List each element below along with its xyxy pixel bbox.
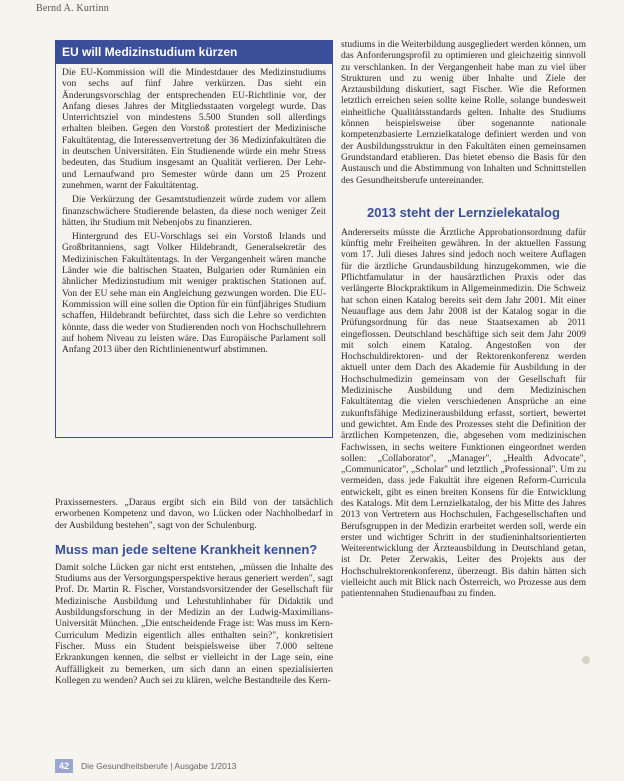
running-head: Bernd A. Kurtinn bbox=[36, 3, 109, 14]
left-article-continuation bbox=[55, 498, 333, 687]
info-box-paragraph: Die Verkürzung der Gesamtstudienzeit würde zudem vor allem finanzschwächere Studierende belasten, da diese noch weniger Zeit hätten, ihr Studium mit Nebenjobs zu finanzieren. bbox=[62, 195, 326, 228]
page-edge-marker bbox=[582, 656, 590, 664]
publication-title: Die Gesundheitsberufe | Ausgabe 1/2013 bbox=[81, 761, 237, 771]
body-paragraph: studiums in die Weiterbildung ausgegliedert werden können, um das Anforderungsprofil zu optimieren und gleichzeitig sinnvoll zu verschlanken. In der Vergangenheit habe man zu viel über Strukturen und zu wenig über Inhalte und Ziele der Arztausbildung diskutiert, sagt Fischer. Wie die Reformen letztlich erreichen seien sollte keine Rolle, solange bundesweit einheitliche Qualitätsstandards gelten. Inhalte des Studiums können beispielsweise über sogenannte nationale kompetenzbasierte Lernzielkataloge definiert werden und von der Ausbildungsstruktur in den Fakultäten einen gemeinsamen Grundstandard etablieren. Das bietet ebenso die Basis für den Austausch und die Abstimmung von Inhalten und Schnittstellen des Gesundheitsberufe untereinander. bbox=[341, 40, 586, 186]
section-heading: 2013 steht der Lernzielekatalog bbox=[367, 204, 560, 220]
info-box-title: EU will Medizinstudium kürzen bbox=[56, 41, 332, 64]
info-box bbox=[55, 40, 333, 438]
section-heading: Muss man jede seltene Krankheit kennen? bbox=[55, 541, 318, 557]
page-footer bbox=[55, 759, 236, 773]
body-paragraph: Damit solche Lücken gar nicht erst entstehen, „müssen die Inhalte des Studiums aus der Versorgungsperspektive heraus generiert werden", sagt Prof. Dr. Martin R. Fischer, Vorstandsvorsitzender der Gesellschaft für Medizinische Ausbildung und Lehrstuhlinhaber für Didaktik und Ausbildungsforschung in der Medizin an der Ludwig-Maximilians-Universität München. „Die entscheidende Frage ist: Was muss im Kern-Curriculum Medizin eigentlich alles enthalten sein?", konkretisiert Fischer. Muss ein Student beispielsweise über 7.000 seltene Erkrankungen kennen, die selbst er vielleicht in der Lage sein, eine Auffälligkeit zu bemerken, um sich dann an einen spezialisierten Kollegen zu wenden? Auch sei zu klären, welche Bestandteile des Kern- bbox=[55, 562, 333, 686]
info-box-body bbox=[56, 64, 332, 363]
body-paragraph: Praxissemesters. „Daraus ergibt sich ein Bild von der tatsächlich erworbenen Kompetenz und davon, wo Lücken oder Nachholbedarf in der Ausbildung bestehen", sagt von der Schulenburg. bbox=[55, 498, 333, 531]
left-column bbox=[55, 40, 333, 690]
right-column bbox=[341, 40, 586, 604]
page-number: 42 bbox=[55, 759, 73, 773]
info-box-paragraph: Die EU-Kommission will die Mindestdauer des Medizinstudiums von sechs auf fünf Jahre verkürzen. Das sieht ein Änderungsvorschlag der entsprechenden EU-Richtlinie vor, der Anfang dieses Jahres der Mitgliedsstaaten vorgelegt wurde. Das Unterrichtsziel von mindestens 5.500 Stunden soll allerdings erhalten bleiben. Gegen den Vorstoß protestiert der Medizinische Fakultätentag, die Interessenvertretung der 36 Medizinfakultäten die in deutschen Universitäten. Ein Studienende würde ein mehr Stress bedeuten, das Studium insgesamt an Qualität verlieren. Der Lehr- und Lernaufwand pro Semester würde dann um 25 Prozent zunehmen, warnt der Fakultätentag. bbox=[62, 68, 326, 191]
info-box-paragraph: Hintergrund des EU-Vorschlags sei ein Vorstoß Irlands und Großbritanniens, sagt Volker Hildebrandt, Generalsekretär des Medizinischen Fakultätentags. In der Vergangenheit wären manche Länder wie die baltischen Staaten, Bulgarien oder Rumänien ein ähnlicher Medizinstudium mit weniger praktischen Stationen auf. Von der EU sehe man ein Angleichung gezwungen worden. Die EU-Kommission will eine sollen die Option für ein fünfjähriges Studium schaffen, Hildebrandt befürchtet, dass sich die Lehre so verdichten könnte, dass die weder von Studierenden noch von Hochschullehrern auf hohem Niveau zu leisten wäre. Das Europäische Parlament soll Anfang 2013 über den Richtlinienentwurf abstimmen. bbox=[62, 232, 326, 356]
body-paragraph: Andererseits müsste die Ärztliche Approbationsordnung dafür künftig mehr Freiheiten gewähren. In der aktuellen Fassung vom 17. Juli dieses Jahres sind jedoch noch weitere Auflagen für die ärztliche Grundausbildung hinzugekommen, wie die Pflichtfamulatur in der hausärztlichen Praxis oder das verlängerte Blockpraktikum in Allgemeinmedizin. Die Schweiz hat schon einen Katalog bereits seit dem Jahr 2001. Mit einer Neuauflage aus dem Jahr 2008 ist der Katalog sogar in die Prüfungsordnung für das neue Staatsexamen ab 2011 eingeflossen. Deutschland beschäftige sich seit dem Jahr 2009 mit solch einem Katalog. Angestoßen von der Hochschuldirektoren- und der Rektorenkonferenz werden aktuell unter dem Dach des Akademie für Ausbildung in der Hochschulmedizin gemeinsam von der Gesellschaft für Medizinische Ausbildung und dem Medizinischen Fakultätentag die vielen verschiedenen Ansprüche an eine zukunftsfähige Medizinerausbildung erfasst, sortiert, bewertet und gewichtet. Am Ende des Prozesses steht die Definition der ärztlichen Kompetenzen, die, abgesehen vom medizinischen Fachwissen, in sechs weitere Funktionen eingeordnet werden sollen: „Collaborator", „Manager", „Health Advocate", „Communicator", „Scholar" und letztlich „Professional". Um zu vermeiden, dass jede Fakultät ihre eigenen Reform-Curricula entwickelt, gibt es einen breiten Konsens für die Entwicklung des Katalogs. Mit dem Lernzielkatalog, der bis Mitte des Jahres 2013 von Vertretern aus Hochschulen, Fachgesellschaften und Berufsgruppen in der Medizin erarbeitet werden soll, werde ein erster und wichtiger Schritt in der studieninhaltsorientierten Weiterentwicklung der Ärzteausbildung in Deutschland getan, ist Dr. Peter Zerwakis, Leiter des Projekts aus der Hochschulrektorenkonferenz, überzeugt. Bis dahin hätten sich vielleicht auch mit Blick nach Österreich, wo Prozesse aus dem patientennahen Studienaufbau zu finden. bbox=[341, 227, 586, 600]
